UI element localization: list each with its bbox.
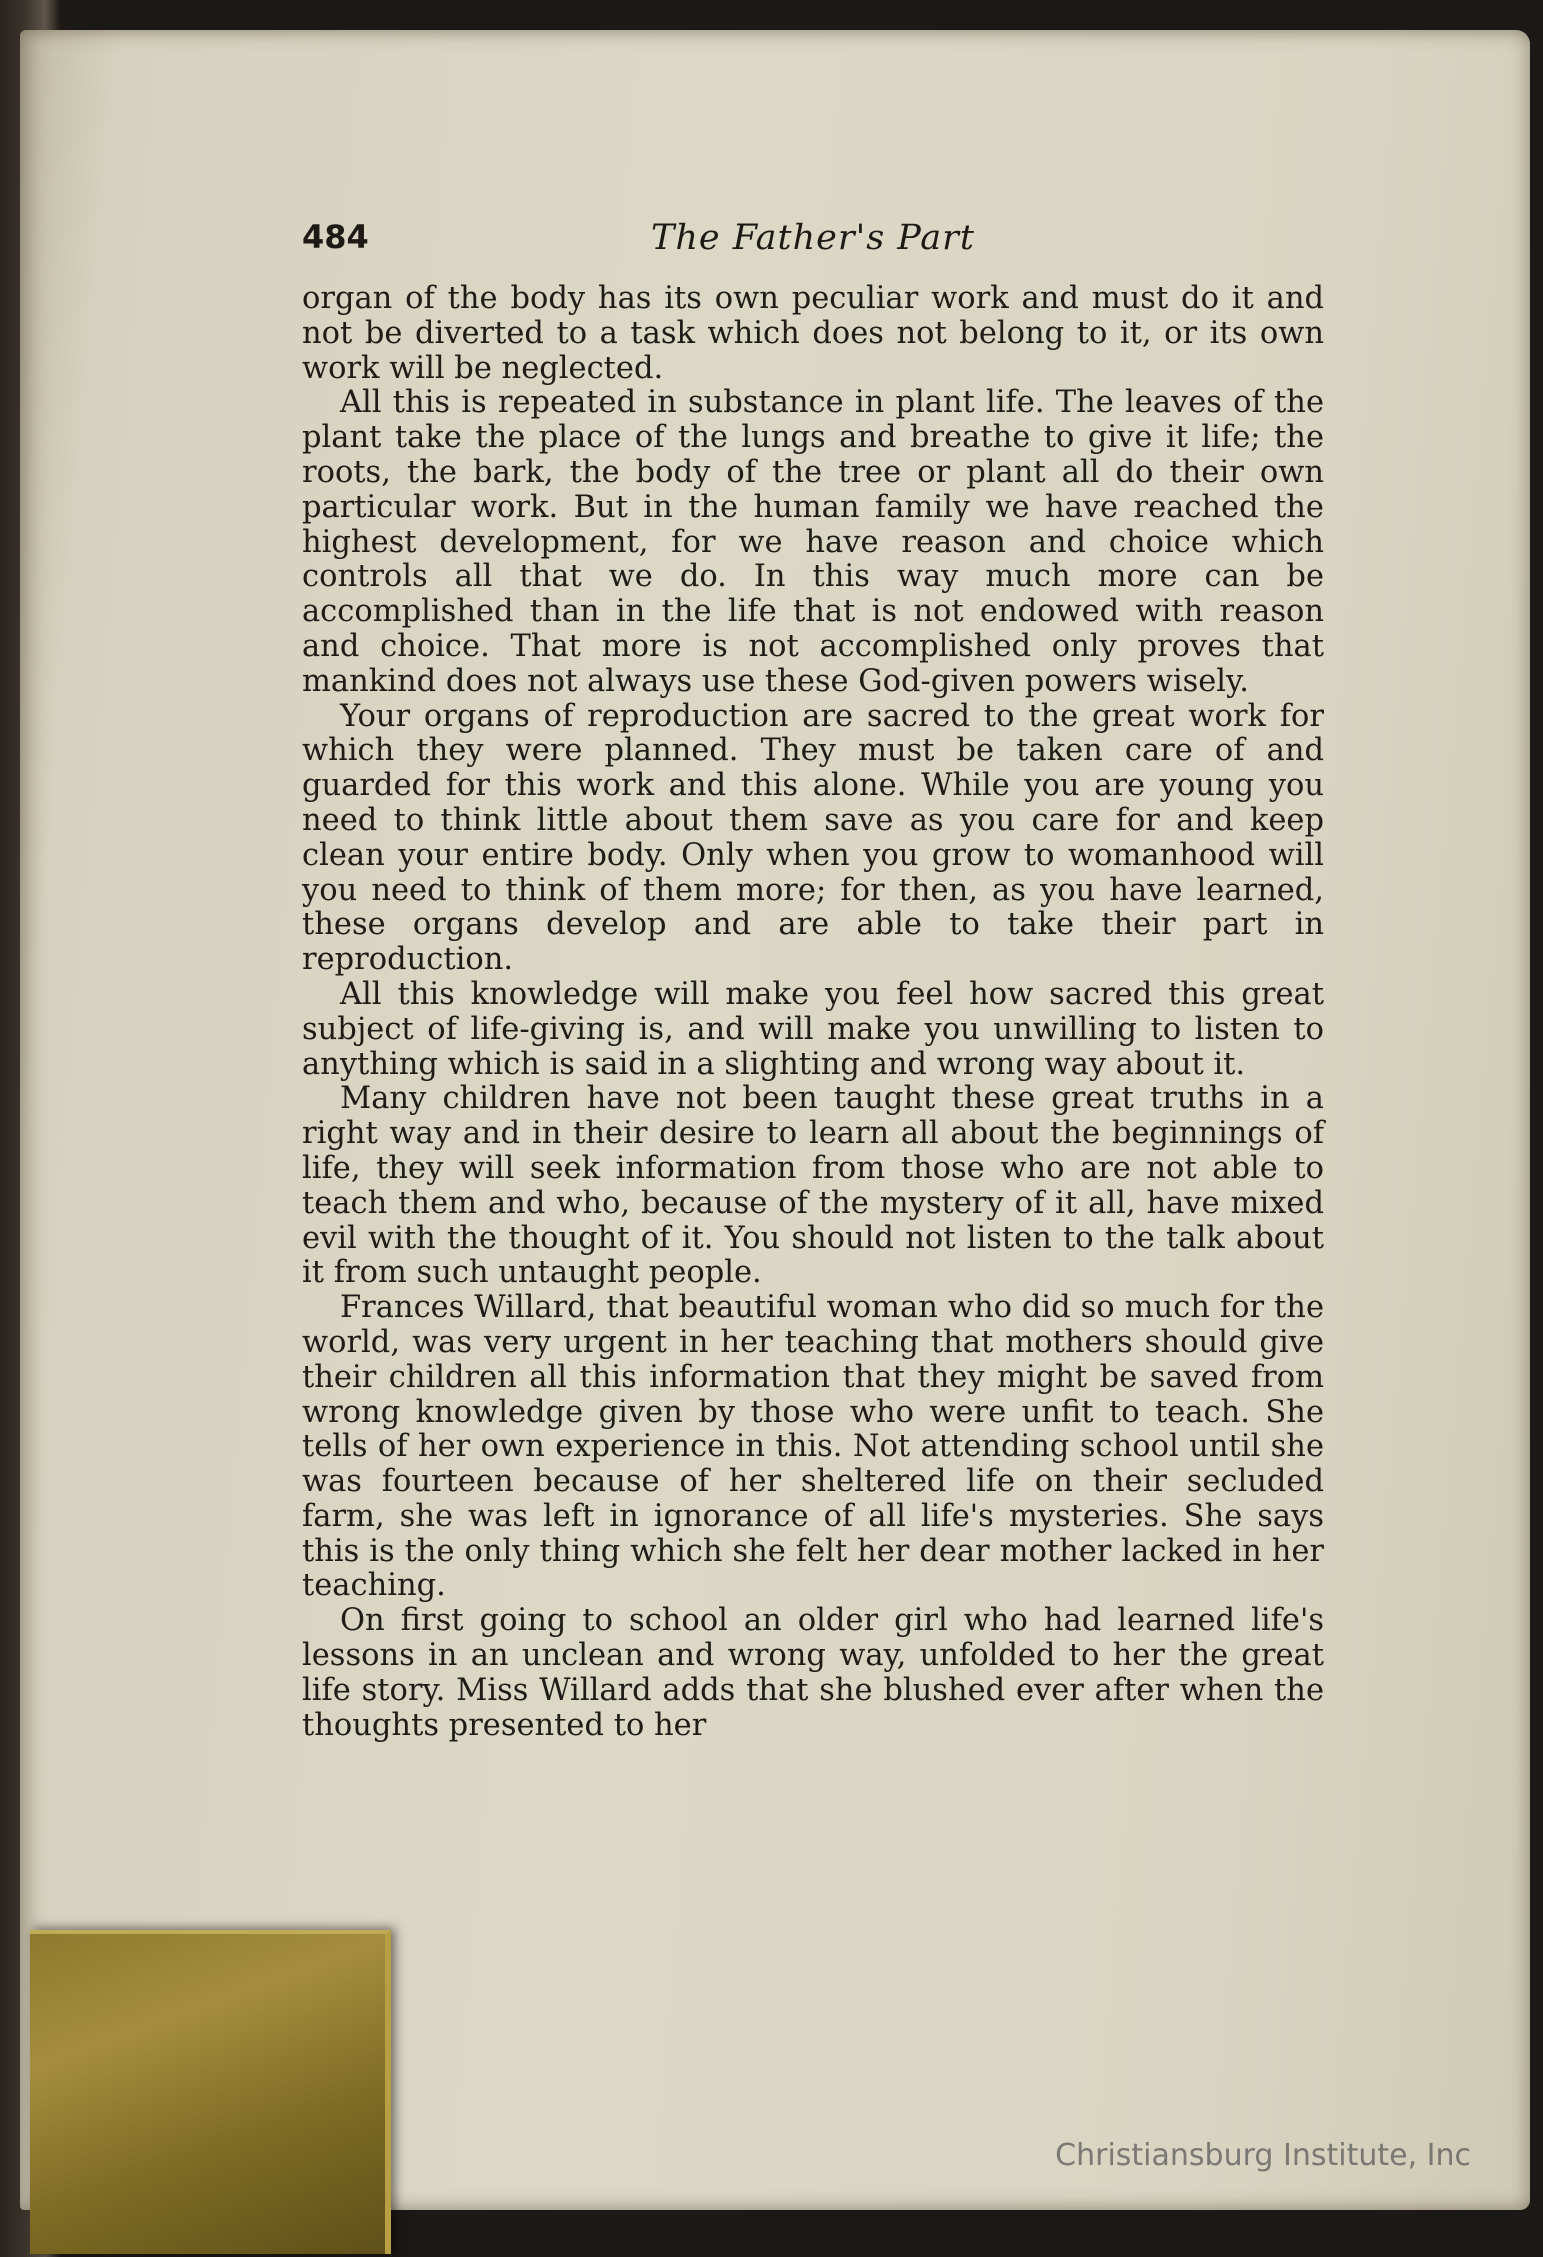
watermark: Christiansburg Institute, Inc [1055, 2138, 1471, 2173]
paragraph: Frances Willard, that beautiful woman who did so much for the world, was very urgent in her teaching that mothers should give their children all this information that they might be saved from wrong knowledge given by those who were unfit to teach. She tells of her own experience in this. Not attending school until she was fourteen because of her sheltered life on their secluded farm, she was left in ignorance of all life's mysteries. She says this is the only thing which she felt her dear mother lacked in her teaching. [302, 1290, 1324, 1604]
paragraph: organ of the body has its own peculiar work and must do it and not be diverted to a task which does not belong to it, or its own work will be neglected. [302, 281, 1324, 386]
running-head: The Father's Part [651, 218, 975, 258]
page-header [302, 218, 1324, 268]
paragraph: Your organs of reproduction are sacred to the great work for which they were planned. They must be taken care of and guarded for this work and this alone. While you are young you need to think little about them save as you care for and keep clean your entire body. Only when you grow to womanhood will you need to think of them more; for then, as you have learned, these organs develop and are able to take their part in reproduction. [302, 698, 1324, 978]
paragraph: On first going to school an older girl who had learned life's lessons in an unclean and wrong way, unfolded to her the great life story. Miss Willard adds that she blushed ever after when the thoughts presented to her [302, 1603, 1324, 1743]
paragraph: Many children have not been taught these great truths in a right way and in their desire to learn all about the beginnings of life, they will seek information from those who are not able to teach them and who, because of the mystery of it all, have mixed evil with the thought of it. You should not listen to the talk about it from such untaught people. [302, 1081, 1324, 1291]
paragraph: All this knowledge will make you feel how sacred this great subject of life-giving is, and will make you unwilling to listen to anything which is said in a slighting and wrong way about it. [302, 976, 1324, 1082]
body-text [302, 282, 1324, 1743]
paragraph: All this is repeated in substance in plant life. The leaves of the plant take the place of the lungs and breathe to give it life; the roots, the bark, the body of the tree or plant all do their own particular work. But in the human family we have reached the highest development, for we have reason and choice which controls all that we do. In this way much more can be accomplished than in the life that is not endowed with reason and choice. That more is not accomplished only proves that mankind does not always use these God-given powers wisely. [302, 385, 1324, 699]
page-number: 484 [302, 218, 369, 256]
brass-page-clip [30, 1930, 391, 2254]
